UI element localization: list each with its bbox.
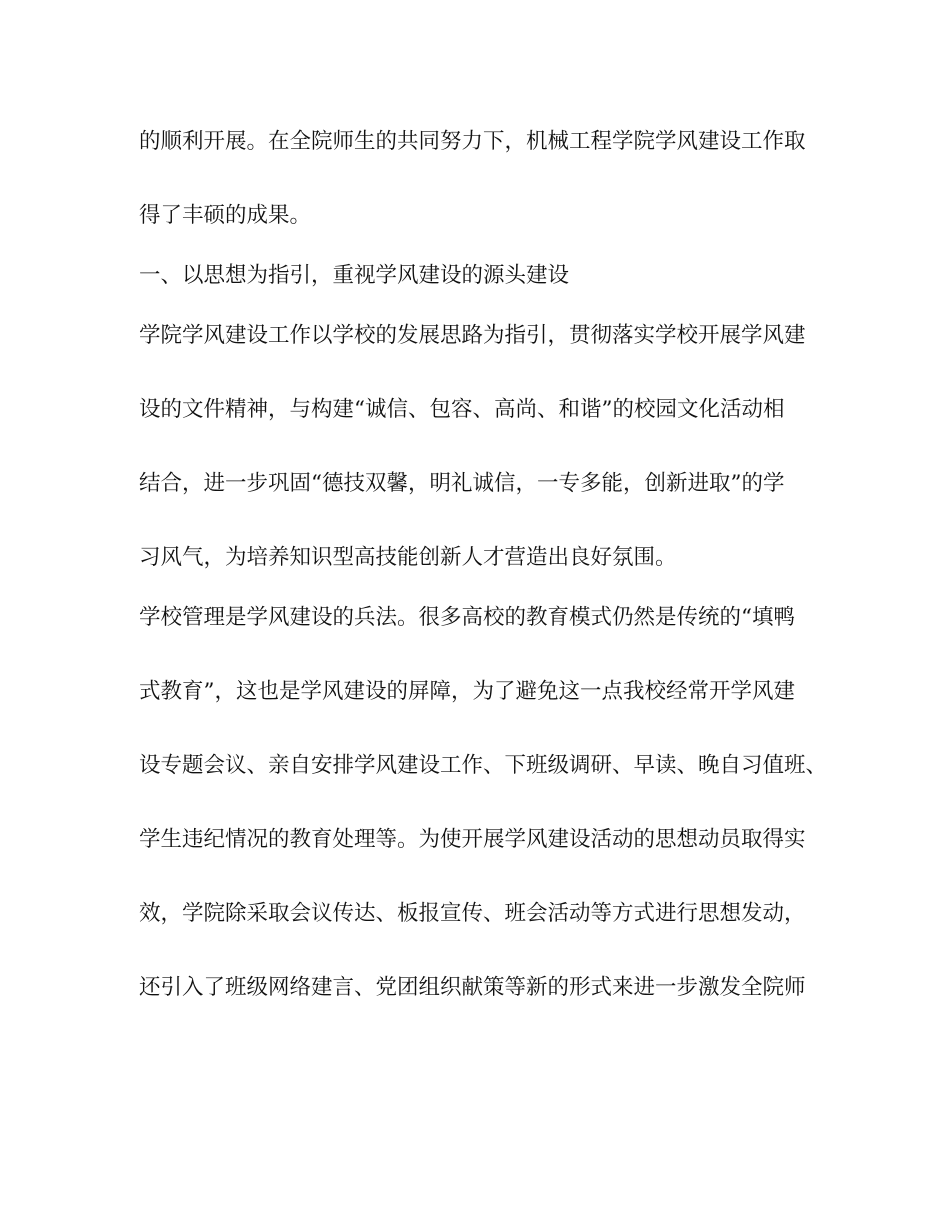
section-heading: 一、以思想为指引，重视学风建设的源头建设 <box>139 263 570 288</box>
paragraph-line: 结合，进一步巩固“德技双馨，明礼诚信，一专多能，创新进取”的学 <box>139 471 785 496</box>
paragraph-line: 式教育”，这也是学风建设的屏障，为了避免这一点我校经常开学风建 <box>139 679 795 704</box>
paragraph-line: 学生违纪情况的教育处理等。为使开展学风建设活动的思想动员取得实 <box>139 827 806 852</box>
paragraph-line: 学院学风建设工作以学校的发展思路为指引，贯彻落实学校开展学风建 <box>139 323 806 348</box>
paragraph-line: 还引入了班级网络建言、党团组织献策等新的形式来进一步激发全院师 <box>139 975 806 1000</box>
paragraph-line: 学校管理是学风建设的兵法。很多高校的教育模式仍然是传统的“填鸭 <box>139 605 795 630</box>
paragraph-line: 设专题会议、亲自安排学风建设工作、下班级调研、早读、晚自习值班、 <box>139 753 828 778</box>
paragraph-line: 的顺利开展。在全院师生的共同努力下，机械工程学院学风建设工作取 <box>139 129 806 154</box>
paragraph-line: 效，学院除采取会议传达、板报宣传、班会活动等方式进行思想发动， <box>139 901 806 926</box>
paragraph-line: 设的文件精神，与构建“诚信、包容、高尚、和谐”的校园文化活动相 <box>139 397 785 422</box>
paragraph-line: 得了丰硕的成果。 <box>139 203 312 228</box>
paragraph-line: 习风气，为培养知识型高技能创新人才营造出良好氛围。 <box>139 545 677 570</box>
